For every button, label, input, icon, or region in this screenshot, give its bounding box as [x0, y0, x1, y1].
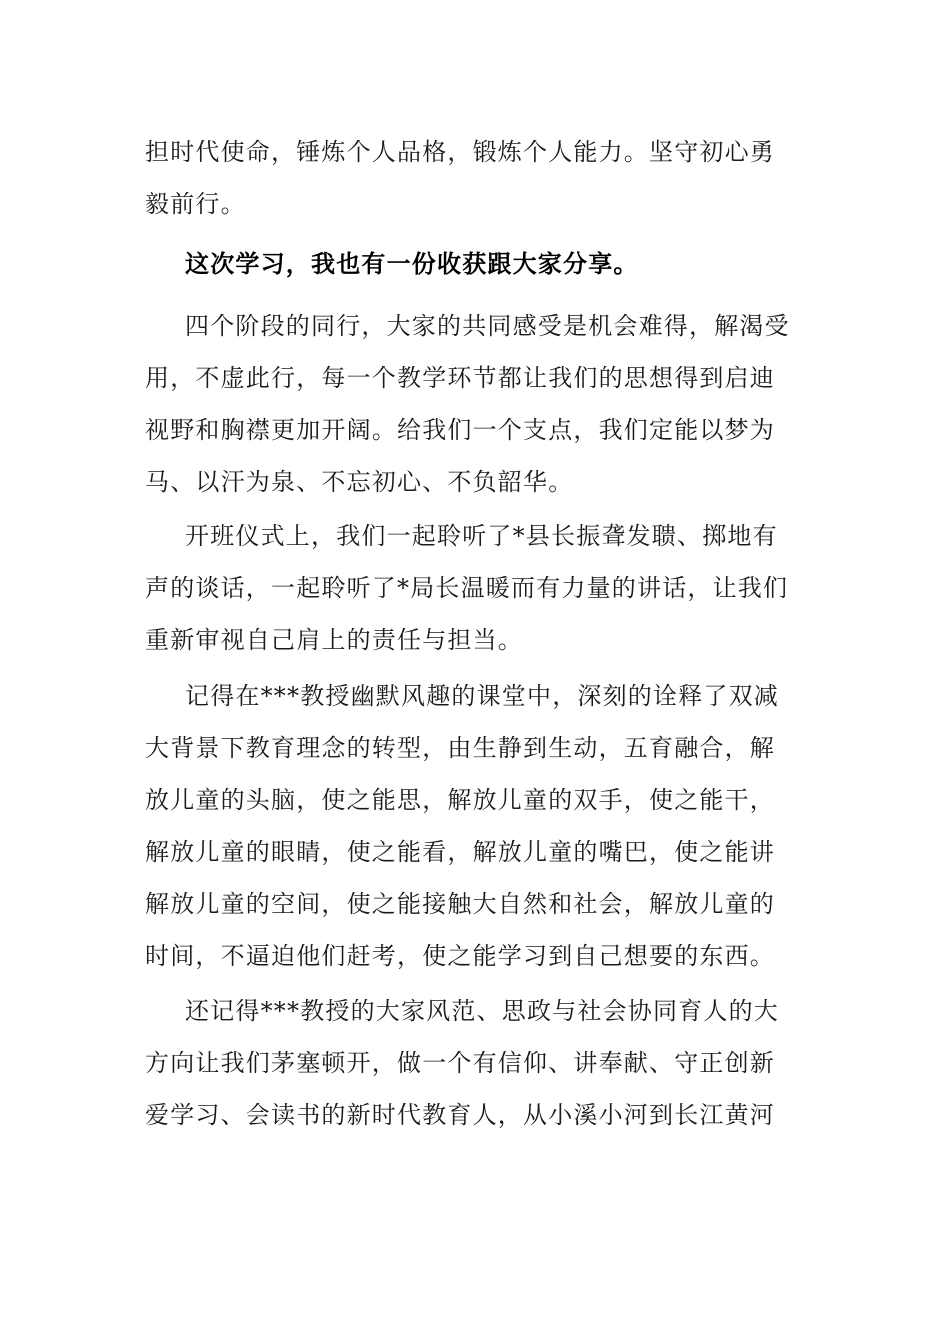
text-line: 解放儿童的空间，使之能接触大自然和社会，解放儿童的 [145, 890, 775, 918]
text-line: 马、以汗为泉、不忘初心、不负韶华。 [145, 468, 574, 496]
text-line: 四个阶段的同行，大家的共同感受是机会难得，解渴受 [185, 312, 790, 340]
text-line: 视野和胸襟更加开阔。给我们一个支点，我们定能以梦为 [145, 416, 775, 444]
paragraph [145, 985, 805, 1141]
text-line: 这次学习，我也有一份收获跟大家分享。 [185, 250, 639, 278]
text-line: 时间，不逼迫他们赶考，使之能学习到自己想要的东西。 [145, 942, 775, 970]
text-line: 大背景下教育理念的转型，由生静到生动，五育融合，解 [145, 734, 775, 762]
text-line: 放儿童的头脑，使之能思，解放儿童的双手，使之能干， [145, 786, 775, 814]
text-line: 爱学习、会读书的新时代教育人，从小溪小河到长江黄河 [145, 1101, 775, 1129]
text-line: 用，不虚此行，每一个教学环节都让我们的思想得到启迪 [145, 364, 775, 392]
text-line: 还记得***教授的大家风范、思政与社会协同育人的大 [185, 997, 779, 1025]
text-line: 记得在***教授幽默风趣的课堂中，深刻的诠释了双减 [185, 682, 779, 710]
paragraph [145, 300, 805, 508]
paragraph [145, 510, 805, 666]
text-line: 开班仪式上，我们一起聆听了*县长振聋发聩、掷地有 [185, 522, 778, 550]
paragraph [145, 670, 805, 982]
bold-heading-paragraph [145, 238, 805, 290]
text-line: 毅前行。 [145, 190, 246, 218]
text-line: 方向让我们茅塞顿开，做一个有信仰、讲奉献、守正创新 [145, 1049, 775, 1077]
text-line: 解放儿童的眼睛，使之能看，解放儿童的嘴巴，使之能讲 [145, 838, 775, 866]
paragraph-continuation [145, 126, 805, 230]
text-line: 担时代使命，锤炼个人品格，锻炼个人能力。坚守初心勇 [145, 138, 775, 166]
text-line: 重新审视自己肩上的责任与担当。 [145, 626, 523, 654]
text-line: 声的谈话，一起聆听了*局长温暖而有力量的讲话，让我们 [145, 574, 789, 602]
